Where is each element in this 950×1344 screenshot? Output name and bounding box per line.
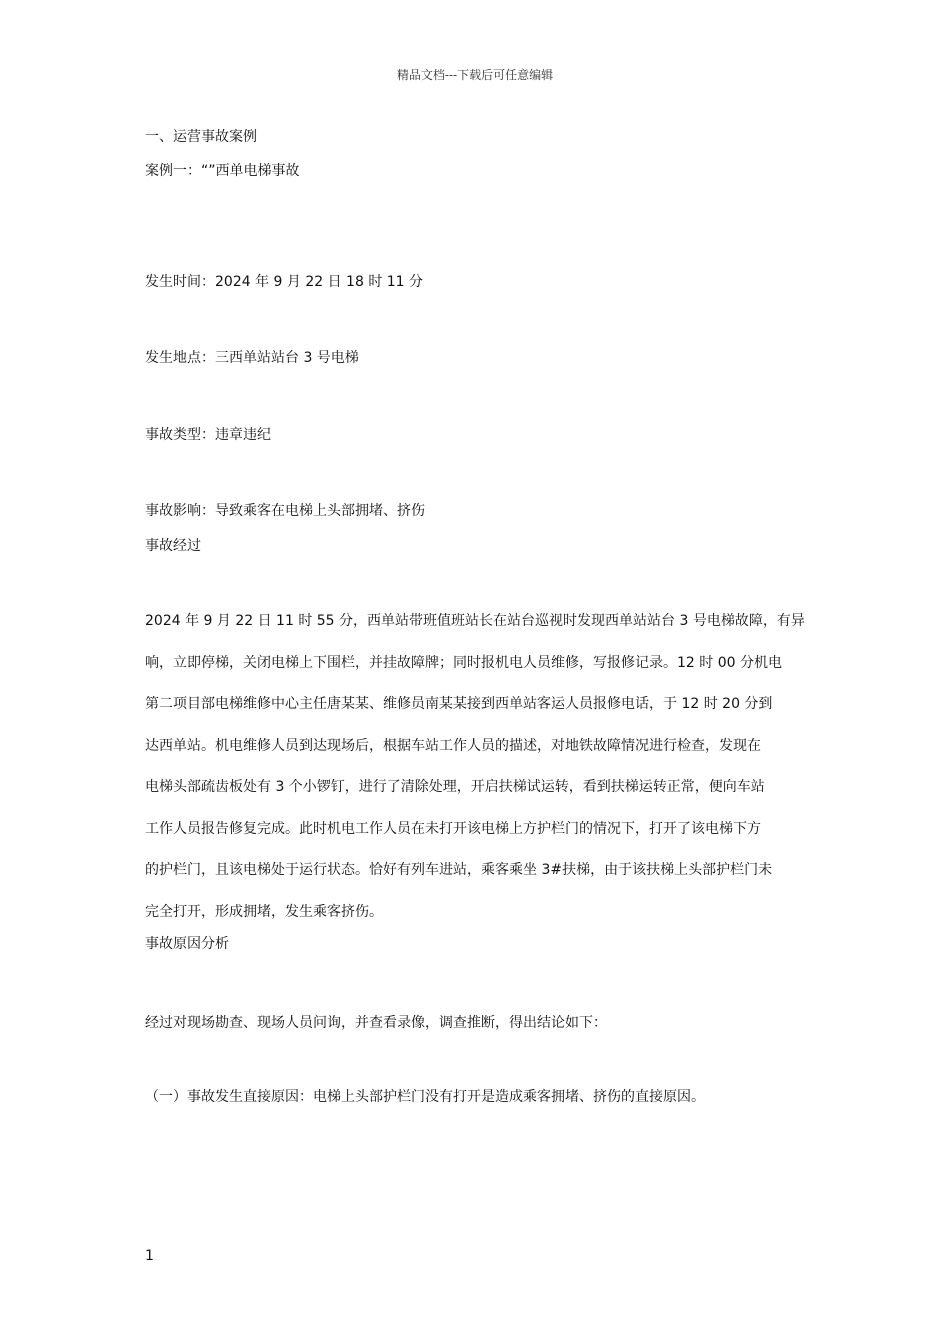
paragraph-line: 第二项目部电梯维修中心主任唐某某、维修员南某某接到西单站客运人员报修电话，于 12 时 20 分到 [145,696,773,712]
cause-intro: 经过对现场勘查、现场人员问询，并查看录像，调查推断，得出结论如下： [145,1015,607,1031]
occur-time: 发生时间：2024 年 9 月 22 日 18 时 11 分 [145,274,424,290]
occur-place: 发生地点：三西单站站台 3 号电梯 [145,350,359,366]
case-title: 案例一：“”西单电梯事故 [145,163,300,179]
paragraph-line: 工作人员报告修复完成。此时机电工作人员在未打开该电梯上方护栏门的情况下，打开了该电梯下方 [145,820,761,837]
page-number: 1 [145,1248,154,1264]
paragraph-line: 达西单站。机电维修人员到达现场后，根据车站工作人员的描述，对地铁故障情况进行检查，发现在 [145,737,761,754]
accident-impact: 事故影响：导致乘客在电梯上头部拥堵、挤伤 [145,503,425,519]
paragraph-line: 完全打开，形成拥堵，发生乘客挤伤。 [145,903,383,920]
cause-heading: 事故原因分析 [145,936,229,952]
paragraph-line: 的护栏门，且该电梯处于运行状态。恰好有列车进站，乘客乘坐 3#扶梯，由于该扶梯上头部护栏门未 [145,862,773,878]
process-heading: 事故经过 [145,538,201,554]
direct-cause: （一）事故发生直接原因：电梯上头部护栏门没有打开是造成乘客拥堵、挤伤的直接原因。 [145,1089,705,1105]
paragraph-line: 响，立即停梯，关闭电梯上下围栏，并挂故障牌；同时报机电人员维修，写报修记录。12 时 00 分机电 [145,654,782,671]
process-paragraph [145,611,835,943]
accident-type: 事故类型：违章违纪 [145,427,271,443]
section-title: 一、运营事故案例 [145,129,257,145]
paragraph-line: 2024 年 9 月 22 日 11 时 55 分，西单站带班值班站长在站台巡视时发现西单站站台 3 号电梯故障，有异 [145,613,805,629]
paragraph-line: 电梯头部疏齿板处有 3 个小锣钉，进行了清除处理，开启扶梯试运转，看到扶梯运转正常，便向车站 [145,779,765,795]
page-header: 精品文档---下载后可任意编辑 [396,68,554,82]
